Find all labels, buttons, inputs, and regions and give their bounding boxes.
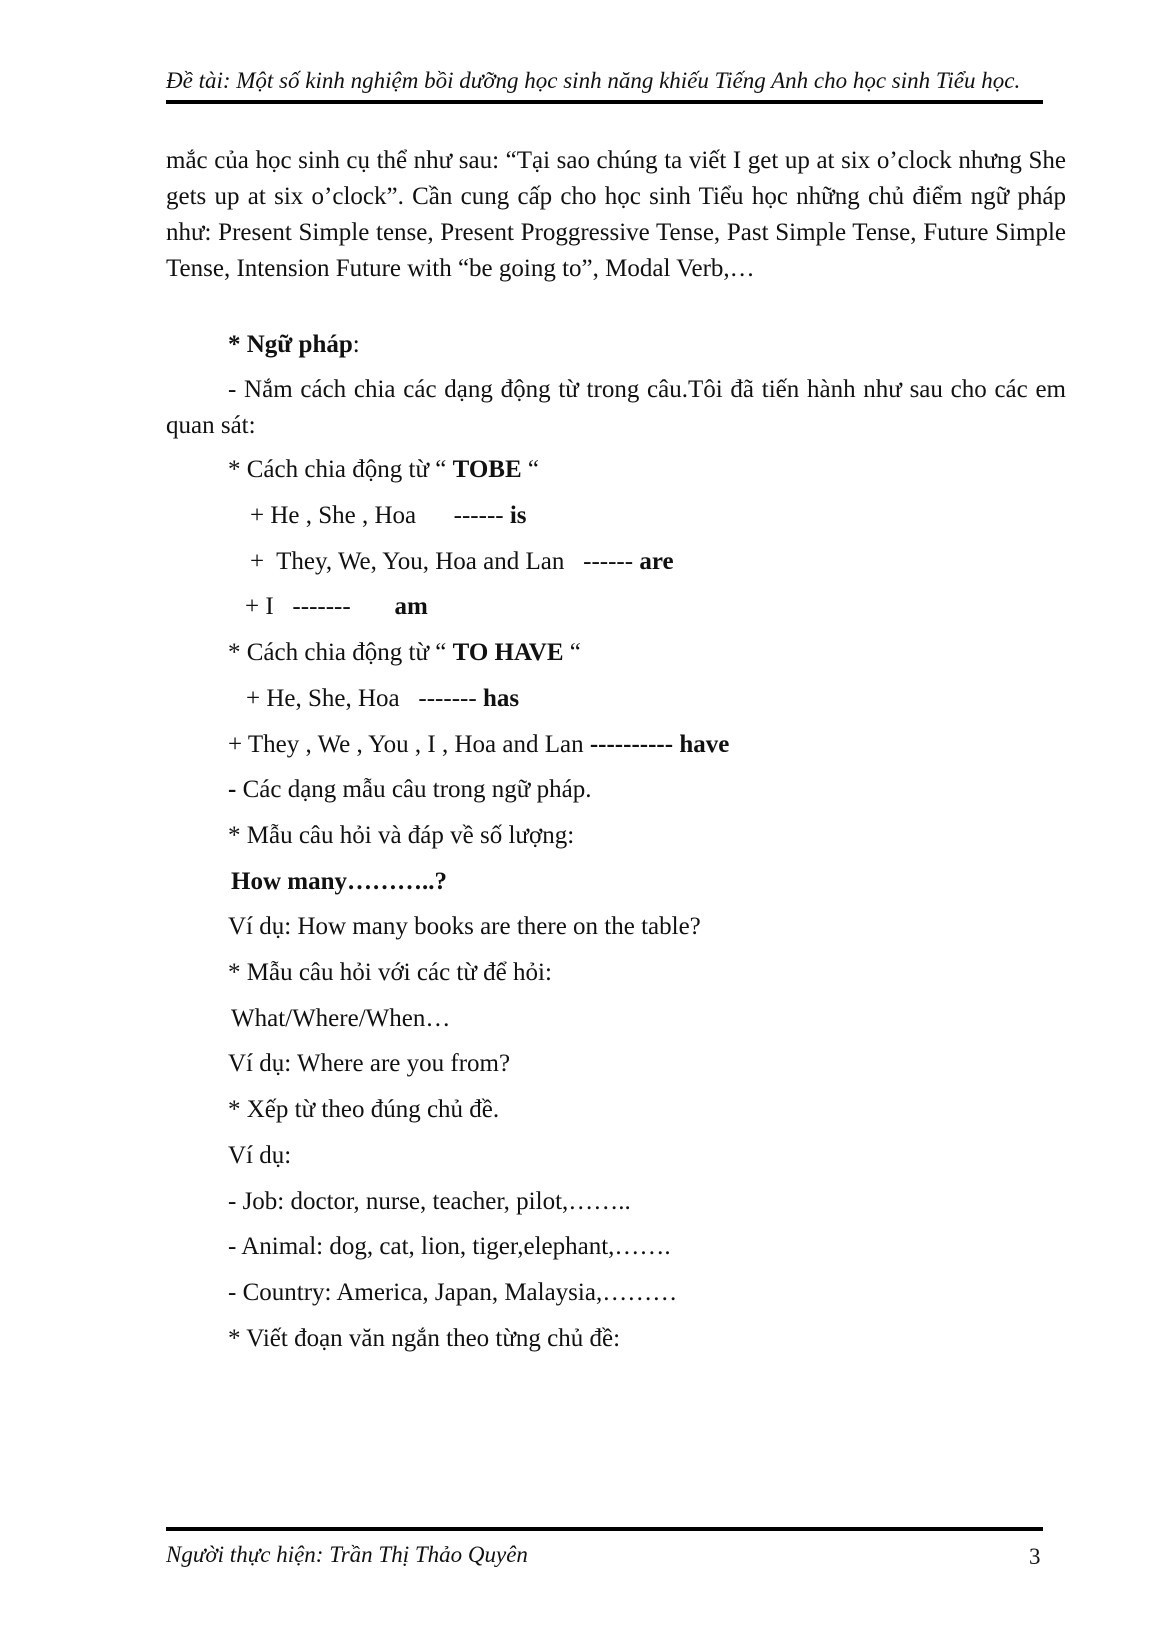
tohave-heading bbox=[228, 638, 581, 668]
tohave-row-verb: ---------- have bbox=[589, 731, 730, 758]
topic-list-item: - Country: America, Japan, Malaysia,……… bbox=[228, 1279, 678, 1306]
header-title: Đề tài: Một số kinh nghiệm bồi dưỡng học sinh năng khiếu Tiếng Anh cho học sinh Tiểu học. bbox=[166, 68, 1021, 93]
tobe-row bbox=[250, 547, 674, 577]
header-divider bbox=[166, 100, 1043, 104]
tobe-heading bbox=[228, 455, 539, 485]
example-where: Ví dụ: Where are you from? bbox=[228, 1050, 511, 1077]
topic-sort-heading: * Xếp từ theo đúng chủ đề. bbox=[228, 1096, 500, 1123]
topic-list-item: - Job: doctor, nurse, teacher, pilot,…….. bbox=[228, 1188, 631, 1215]
tobe-row-subject: + They, We, You, Hoa and Lan ------ bbox=[250, 548, 640, 575]
verb-intro-paragraph: - Nắm cách chia các dạng động từ trong câu.Tôi đã tiến hành như sau cho các em quan sát: bbox=[166, 376, 1066, 439]
tobe-row bbox=[245, 592, 428, 622]
example-label: Ví dụ: bbox=[228, 1142, 292, 1169]
tobe-heading-suffix: “ bbox=[521, 456, 539, 483]
writing-heading: * Viết đoạn văn ngắn theo từng chủ đề: bbox=[228, 1325, 621, 1352]
tobe-row-verb: am bbox=[394, 593, 428, 620]
patterns-line bbox=[228, 775, 591, 805]
patterns-dash: - bbox=[228, 776, 237, 803]
grammar-heading-colon: : bbox=[352, 331, 360, 358]
tohave-row-subject: + They , We , You , I , Hoa and Lan bbox=[228, 731, 590, 758]
patterns-text: Các dạng mẫu câu trong ngữ pháp. bbox=[236, 776, 592, 803]
tobe-row bbox=[250, 501, 527, 531]
footer-divider bbox=[166, 1527, 1043, 1531]
footer-author: Người thực hiện: Trần Thị Thảo Quyên bbox=[166, 1542, 528, 1567]
tohave-heading-word: TO HAVE bbox=[452, 639, 564, 666]
wh-question-heading: * Mẫu câu hỏi với các từ để hỏi: bbox=[228, 959, 552, 986]
tobe-row-verb: are bbox=[639, 548, 674, 575]
wh-words: What/Where/When… bbox=[231, 1005, 451, 1032]
page-number: 3 bbox=[1029, 1544, 1041, 1569]
tobe-heading-prefix: * Cách chia động từ “ bbox=[228, 456, 453, 483]
tobe-row-verb: is bbox=[509, 502, 527, 529]
example-how-many: Ví dụ: How many books are there on the table? bbox=[228, 913, 701, 940]
quantity-heading: * Mẫu câu hỏi và đáp về số lượng: bbox=[228, 822, 575, 849]
tohave-row-subject: + He, She, Hoa ------- bbox=[246, 685, 483, 712]
tohave-heading-prefix: * Cách chia động từ “ bbox=[228, 639, 453, 666]
tobe-row-subject: + He , She , Hoa ------ bbox=[250, 502, 510, 529]
grammar-heading-bold: * Ngữ pháp bbox=[228, 331, 353, 358]
tohave-heading-suffix: “ bbox=[563, 639, 581, 666]
tohave-row bbox=[246, 684, 519, 714]
topic-list-item: - Animal: dog, cat, lion, tiger,elephant,……. bbox=[228, 1233, 671, 1260]
intro-paragraph: mắc của học sinh cụ thể như sau: “Tại sao chúng ta viết I get up at six o’clock nhưng She gets up at six o’clock”. Cần cung cấp cho học sinh Tiểu học những chủ điểm ngữ pháp như: Present Simple tense, Present Proggressive Tense, Past Simple Tense, Future Simple Tense, Intension Future with “be going to”, Modal Verb,… bbox=[166, 147, 1066, 282]
grammar-heading bbox=[228, 330, 360, 360]
tobe-row-subject: + I ------- bbox=[245, 593, 395, 620]
tohave-row bbox=[228, 730, 729, 760]
how-many-pattern: How many………..? bbox=[231, 868, 447, 895]
tohave-row-verb: has bbox=[482, 685, 520, 712]
tobe-heading-word: TOBE bbox=[452, 456, 522, 483]
